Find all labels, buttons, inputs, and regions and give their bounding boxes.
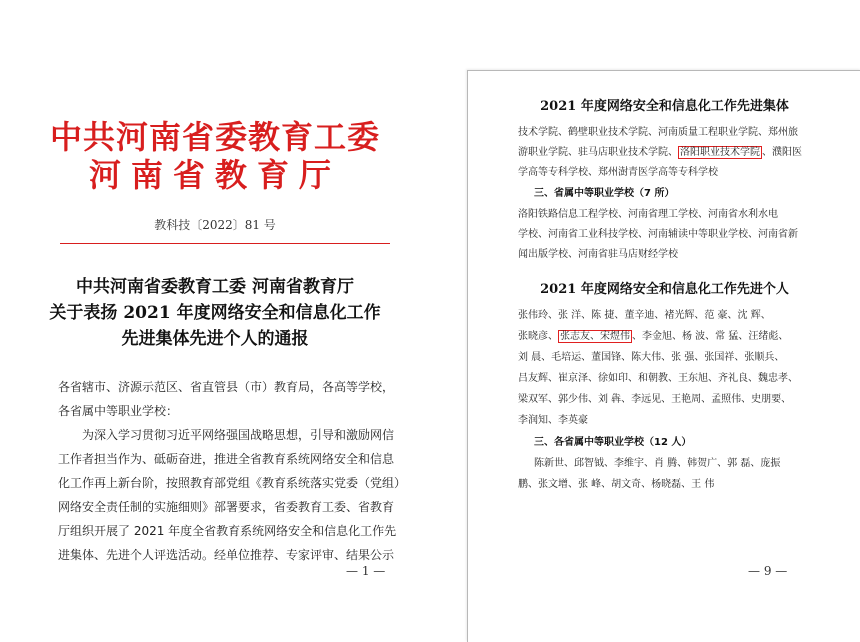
text-segment: 梁双军、郭少伟、刘 犇、李远见、王艳周、孟照伟、史朋要、 [518, 394, 792, 405]
secondary-school-line: 学校、河南省工业科技学校、河南辅读中等职业学校、河南省新 [518, 229, 798, 240]
individual-line [518, 390, 791, 405]
body-line: 工作者担当作为、砥砺奋进，推进全省教育系统网络安全和信息 [58, 452, 395, 466]
body-line: 网络安全责任制的实施细则》部署要求，省委教育工委、省教育 [58, 500, 395, 514]
highlighted-names: 张志友、宋煜伟 [560, 331, 630, 342]
body-line: 进集体、先进个人评选活动。经单位推荐、专家评审、结果公示 [58, 548, 395, 562]
left-page [0, 0, 430, 641]
text-segment: 刘 晨、毛培运、董国锋、陈大伟、张 强、张国祥、张顺兵、 [518, 352, 785, 363]
body-line: 为深入学习贯彻习近平网络强国战略思想，引导和激励网信 [82, 428, 395, 442]
body-line: 化工作再上新台阶，按照教育部党组《教育系统落实党委（党组） [58, 476, 407, 490]
section-heading-secondary-schools: 三、省属中等职业学校（7 所） [534, 188, 675, 199]
text-segment: 、李金旭、杨 波、常 猛、汪绪彪、 [632, 331, 789, 342]
document-number: 教科技〔2022〕81 号 [154, 218, 276, 232]
individual-secondary-line: 陈新世、邱智钺、李维宇、肖 腾、韩贺广、郭 磊、庞振 [534, 458, 781, 469]
individual-line [518, 348, 784, 363]
document-title-line2: 关于表扬 2021 年度网络安全和信息化工作 [49, 303, 381, 323]
individual-line [518, 306, 771, 321]
individual-line [518, 369, 798, 384]
text-segment: 张伟玲、张 洋、陈 捷、董辛迪、褚光辉、范 豪、沈 辉、 [518, 310, 771, 321]
individual-secondary-line: 鹏、张文增、张 峰、胡文奇、杨晓磊、王 伟 [518, 479, 715, 490]
page-number: — 1 — [346, 564, 386, 578]
text-segment: 学高等专科学校、郑州澍青医学高等专科学校 [518, 167, 718, 178]
body-line: 各省辖市、济源示范区、省直管县（市）教育局，各高等学校， [58, 380, 395, 394]
document-title-line3: 先进集体先进个人的通报 [121, 329, 309, 349]
heading-advanced-individuals: 2021 年度网络安全和信息化工作先进个人 [540, 282, 789, 297]
collective-line [518, 123, 798, 138]
red-header-title-line2: 河南省教育厅 [88, 156, 341, 194]
red-divider [60, 243, 390, 244]
text-segment: 技术学院、鹤壁职业技术学院、河南质量工程职业学院、郑州旅 [518, 127, 798, 138]
text-segment: 吕友辉、崔京泽、徐如印、和朝教、王东旭、齐礼良、魏忠孝、 [518, 373, 798, 384]
page-number: — 9 — [748, 564, 788, 578]
highlighted-unit: 洛阳职业技术学院 [680, 147, 760, 158]
body-line: 厅组织开展了 2021 年度全省教育系统网络安全和信息化工作先 [58, 524, 397, 538]
body-line: 各省属中等职业学校： [58, 404, 179, 418]
section-heading-secondary-individuals: 三、各省属中等职业学校（12 人） [534, 437, 692, 448]
text-segment: 、濮阳医 [762, 147, 802, 158]
secondary-school-line: 闻出版学校、河南省驻马店财经学校 [518, 249, 678, 260]
collective-line [518, 143, 802, 158]
text-segment: 李润知、李英豪 [518, 415, 588, 426]
text-segment: 游职业学院、驻马店职业技术学院、 [518, 147, 678, 158]
individual-line [518, 327, 788, 342]
red-header-title-line1: 中共河南省委教育工委 [49, 118, 380, 156]
heading-advanced-collective: 2021 年度网络安全和信息化工作先进集体 [540, 99, 789, 114]
collective-line [518, 163, 718, 178]
individual-line [518, 411, 588, 426]
secondary-school-line: 洛阳铁路信息工程学校、河南省理工学校、河南省水利水电 [518, 209, 778, 220]
document-title-line1: 中共河南省委教育工委 河南省教育厅 [76, 277, 354, 297]
right-page [467, 70, 860, 642]
text-segment: 张晓彦、 [518, 331, 558, 342]
